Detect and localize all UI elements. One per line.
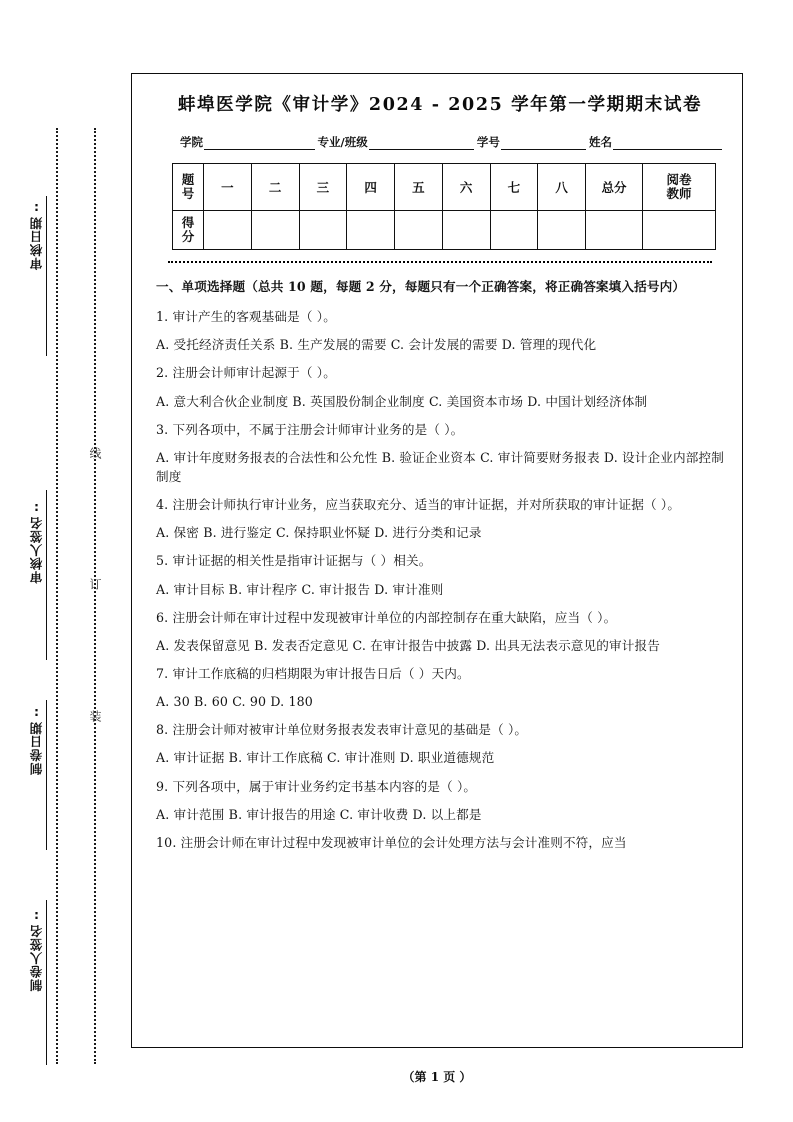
question-1-options: A. 受托经济责任关系 B. 生产发展的需要 C. 会计发展的需要 D. 管理的现代化: [156, 337, 597, 353]
grader-label-line-1: 阅卷: [666, 172, 692, 187]
question-8-options: A. 审计证据 B. 审计工作底稿 C. 审计准则 D. 职业道德规范: [156, 750, 495, 766]
major-class-field[interactable]: [369, 136, 474, 150]
major-class-label: 专业/班级: [317, 135, 368, 149]
question-4-stem: 4. 注册会计师执行审计业务，应当获取充分、适当的审计证据，并对所获取的审计证据（ ）。: [156, 497, 681, 513]
stub-question-char-1: 题: [181, 172, 195, 187]
review-date-label: 审核日期:: [29, 200, 44, 270]
question-7-stem: 7. 审计工作底稿的归档期限为审计报告日后（ ）天内。: [156, 665, 470, 681]
question-9-stem: 9. 下列各项中，属于审计业务约定书基本内容的是（ ）。: [156, 778, 477, 794]
seal-mark-bind: 订: [88, 578, 102, 590]
score-table-col-2: 二: [251, 164, 299, 211]
review-date-rule: [46, 196, 47, 356]
paper-date-rule: [46, 700, 47, 850]
student-name-field[interactable]: [613, 136, 722, 150]
section-divider: [168, 261, 712, 263]
paper-author-signature-label: 制卷人签名:: [29, 908, 44, 992]
stub-score-char-1: 得: [181, 215, 195, 230]
score-cell-grader[interactable]: [643, 211, 716, 250]
score-cell-4[interactable]: [347, 211, 395, 250]
score-table-col-1: 一: [204, 164, 252, 211]
table-row-scores: [173, 211, 716, 250]
question-3-options: A. 审计年度财务报表的合法性和公允性 B. 验证企业资本 C. 审计简要财务报表 D. 设计企业内部控制制度: [156, 449, 724, 484]
page-footer: （第 1 页 ）: [402, 1070, 472, 1084]
binding-dotted-line-outer: [56, 128, 58, 1064]
score-cell-total[interactable]: [586, 211, 643, 250]
grader-label-line-2: 教师: [666, 186, 692, 201]
seal-mark-pack: 装: [88, 710, 102, 722]
binding-dotted-line-inner: [94, 128, 96, 1064]
question-2-stem: 2. 注册会计师审计起源于（ ）。: [156, 365, 336, 381]
score-table-col-5: 五: [395, 164, 443, 211]
score-cell-5[interactable]: [395, 211, 443, 250]
score-cell-7[interactable]: [490, 211, 538, 250]
reviewer-signature-rule: [46, 490, 47, 660]
question-10-stem: 10. 注册会计师在审计过程中发现被审计单位的会计处理方法与会计准则不符，应当: [156, 834, 627, 850]
stub-question-char-2: 号: [181, 186, 195, 201]
question-7-options: A. 30 B. 60 C. 90 D. 180: [156, 694, 313, 710]
page-title: 蚌埠医学院《审计学》2024 - 2025 学年第一学期期末试卷: [177, 95, 703, 115]
score-table-stub-score: [173, 211, 204, 250]
score-table-col-4: 四: [347, 164, 395, 211]
question-3-stem: 3. 下列各项中，不属于注册会计师审计业务的是（ ）。: [156, 421, 464, 437]
question-1-stem: 1. 审计产生的客观基础是（ ）。: [156, 309, 336, 325]
question-5-stem: 5. 审计证据的相关性是指审计证据与（ ）相关。: [156, 553, 432, 569]
score-table-container: [154, 163, 726, 250]
exam-paper-frame: [131, 73, 743, 1048]
section-one-heading: 一、单项选择题（总共 10 题，每题 2 分，每题只有一个正确答案，将正确答案填入括号内）: [156, 279, 686, 294]
stub-score-char-2: 分: [181, 229, 195, 244]
student-id-label: 学号: [476, 135, 500, 149]
score-cell-1[interactable]: [204, 211, 252, 250]
score-table-col-3: 三: [299, 164, 347, 211]
paper-author-signature-rule: [46, 900, 47, 1065]
question-2-options: A. 意大利合伙企业制度 B. 英国股份制企业制度 C. 美国资本市场 D. 中国计划经济体制: [156, 393, 648, 409]
score-table-col-total: 总分: [586, 164, 643, 211]
score-cell-3[interactable]: [299, 211, 347, 250]
student-info-row: [154, 134, 726, 150]
seal-mark-line: 线: [88, 447, 102, 459]
question-4-options: A. 保密 B. 进行鉴定 C. 保持职业怀疑 D. 进行分类和记录: [156, 525, 482, 541]
student-name-label: 姓名: [588, 135, 612, 149]
question-5-options: A. 审计目标 B. 审计程序 C. 审计报告 D. 审计准则: [156, 581, 444, 597]
college-field[interactable]: [204, 136, 315, 150]
question-9-options: A. 审计范围 B. 审计报告的用途 C. 审计收费 D. 以上都是: [156, 806, 482, 822]
question-6-stem: 6. 注册会计师在审计过程中发现被审计单位的内部控制存在重大缺陷，应当（ ）。: [156, 609, 617, 625]
score-table-col-6: 六: [442, 164, 490, 211]
binding-margin: [0, 0, 131, 1122]
score-cell-8[interactable]: [538, 211, 586, 250]
score-cell-6[interactable]: [442, 211, 490, 250]
questions-body: [154, 277, 726, 852]
score-table-col-grader: [643, 164, 716, 211]
score-table-col-8: 八: [538, 164, 586, 211]
score-table: [172, 163, 716, 250]
reviewer-signature-label: 审核人签名:: [29, 500, 44, 584]
question-6-options: A. 发表保留意见 B. 发表否定意见 C. 在审计报告中披露 D. 出具无法表示意见的审计报告: [156, 637, 661, 653]
score-cell-2[interactable]: [251, 211, 299, 250]
score-table-col-7: 七: [490, 164, 538, 211]
question-8-stem: 8. 注册会计师对被审计单位财务报表发表审计意见的基础是（ ）。: [156, 722, 528, 738]
paper-date-label: 制卷日期:: [29, 705, 44, 775]
student-id-field[interactable]: [501, 136, 586, 150]
college-label: 学院: [180, 135, 203, 149]
score-table-stub-question: [173, 164, 204, 211]
table-row-question-numbers: [173, 164, 716, 211]
